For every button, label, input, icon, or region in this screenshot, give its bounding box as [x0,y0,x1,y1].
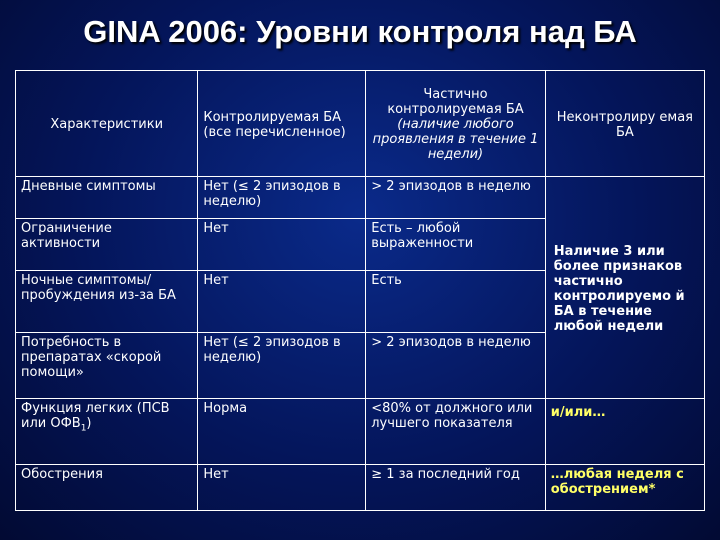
row-partial: ≥ 1 за последний год [366,465,546,511]
slide-title: GINA 2006: Уровни контроля над БА [83,14,637,49]
row-partial: > 2 эпизодов в неделю [366,333,546,399]
header-uncontrolled: Неконтролиру емая БА [545,71,704,177]
uncontrolled-exacerbation: …любая неделя с обострением* [545,465,704,511]
uncontrolled-or: и/или… [545,399,704,465]
row-partial: Есть [366,271,546,333]
row-partial: Есть – любой выраженности [366,219,546,271]
row-label: Дневные симптомы [16,177,198,219]
row-controlled: Нет (≤ 2 эпизодов в неделю) [198,177,366,219]
row-label: Потребность в препаратах «скорой помощи» [16,333,198,399]
header-characteristics: Характеристики [16,71,198,177]
row-label [16,399,198,465]
header-partial-title: Частично контролируемая БА [387,87,524,117]
row-partial: > 2 эпизодов в неделю [366,177,546,219]
row-label-subscript: 1 [80,423,87,434]
row-label-text: Функция легких (ПСВ или ОФВ [21,401,170,431]
row-partial: <80% от должного или лучшего показателя [366,399,546,465]
row-label: Ограничение активности [16,219,198,271]
header-controlled: Контролируемая БА (все перечисленное) [198,71,366,177]
row-controlled: Нет (≤ 2 эпизодов в неделю) [198,333,366,399]
table-row [16,177,705,219]
header-partially-controlled [366,71,546,177]
header-partial-note: (наличие любого проявления в течение 1 недели) [372,117,539,162]
table-row [16,465,705,511]
uncontrolled-criteria: Наличие 3 или более признаков частично контролируемо й БА в течение любой недели [545,177,704,399]
table-header-row [16,71,705,177]
asthma-control-table [15,70,705,511]
table-row [16,399,705,465]
row-label: Ночные симптомы/ пробуждения из-за БА [16,271,198,333]
row-controlled: Нет [198,219,366,271]
row-controlled: Нет [198,465,366,511]
row-controlled: Нет [198,271,366,333]
row-controlled: Норма [198,399,366,465]
row-label: Обострения [16,465,198,511]
row-label-end: ) [86,416,92,431]
